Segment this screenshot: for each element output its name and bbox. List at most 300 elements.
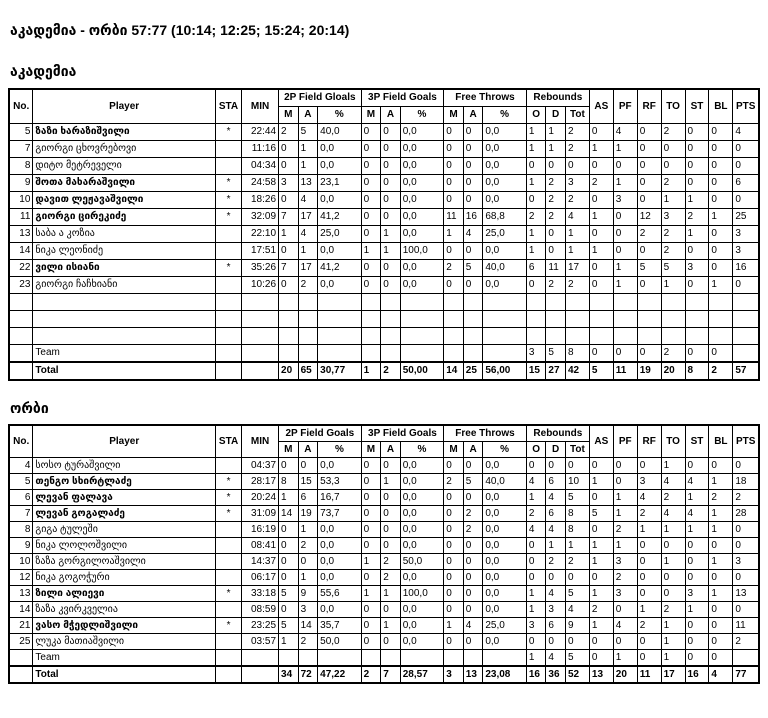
empty-cell <box>381 311 401 328</box>
cell-2p-m: 5 <box>279 618 299 634</box>
cell-reb-d: 0 <box>546 458 566 474</box>
cell-reb-o: 1 <box>526 141 546 158</box>
cell-3p-a: 0 <box>381 506 401 522</box>
player-number: 6 <box>9 490 33 506</box>
cell-as: 5 <box>589 506 613 522</box>
cell-reb-d: 36 <box>546 666 566 683</box>
cell-to: 4 <box>661 506 685 522</box>
header-st: ST <box>685 89 709 124</box>
cell-as: 1 <box>589 209 613 226</box>
player-starter-mark: * <box>216 474 242 490</box>
cell-reb-tot: 0 <box>565 458 589 474</box>
cell-2p-a: 17 <box>298 209 318 226</box>
cell-2p-a: 5 <box>298 124 318 141</box>
player-starter-mark <box>215 277 241 294</box>
cell-st: 0 <box>685 243 709 260</box>
empty-cell <box>526 294 546 311</box>
cell-ft-m: 0 <box>444 522 464 538</box>
cell-ft-a: 4 <box>463 226 483 243</box>
cell-3p-a: 0 <box>381 209 401 226</box>
cell-2p-a: 13 <box>298 175 318 192</box>
player-number: 10 <box>9 192 33 209</box>
cell-2p-m: 5 <box>279 586 299 602</box>
cell-reb-tot: 8 <box>565 345 589 363</box>
cell-pts: 2 <box>733 634 759 650</box>
cell-st: 0 <box>685 554 709 570</box>
subheader-reb-o: O <box>526 107 546 124</box>
cell-ft-a: 5 <box>463 260 483 277</box>
cell-3p-pct: 50,0 <box>400 554 443 570</box>
player-number: 5 <box>9 124 33 141</box>
cell-ft-m: 0 <box>444 175 464 192</box>
cell-to: 2 <box>661 175 685 192</box>
player-minutes: 28:17 <box>242 474 279 490</box>
cell-bl: 4 <box>709 666 733 683</box>
player-minutes: 17:51 <box>242 243 279 260</box>
player-name: ზაზა გორგილოაშვილი <box>33 554 216 570</box>
cell-3p-pct: 50,00 <box>400 362 443 380</box>
player-starter-mark <box>216 538 242 554</box>
team-label: Team <box>33 650 216 667</box>
total-label: Total <box>33 362 216 380</box>
cell-st: 0 <box>685 175 709 192</box>
cell-rf: 0 <box>637 192 661 209</box>
cell-pf: 0 <box>613 474 637 490</box>
header-row <box>9 425 759 442</box>
cell-st: 16 <box>685 666 709 683</box>
cell-pf: 4 <box>613 124 637 141</box>
cell-3p-m: 0 <box>361 474 381 490</box>
cell-ft-pct: 0,0 <box>483 554 526 570</box>
cell-2p-pct: 0,0 <box>318 602 361 618</box>
cell-bl: 0 <box>709 634 733 650</box>
cell-2p-m: 34 <box>279 666 299 683</box>
cell-pf: 1 <box>613 141 637 158</box>
cell-ft-pct: 0,0 <box>483 602 526 618</box>
cell-ft-a: 0 <box>463 141 483 158</box>
player-row <box>9 226 759 243</box>
player-row <box>9 141 759 158</box>
player-row <box>9 570 759 586</box>
team2-title: ორბი <box>10 400 49 416</box>
player-name: დიტო მეტრეველი <box>33 158 216 175</box>
cell-pts: 0 <box>733 277 759 294</box>
cell-2p-pct: 0,0 <box>318 277 361 294</box>
player-row <box>9 506 759 522</box>
cell-as: 0 <box>589 458 613 474</box>
cell-ft-pct: 0,0 <box>483 538 526 554</box>
empty-cell <box>215 294 241 311</box>
player-number: 13 <box>9 226 33 243</box>
cell-3p-m: 0 <box>361 618 381 634</box>
player-minutes: 14:37 <box>242 554 279 570</box>
cell-ft-m: 0 <box>444 243 464 260</box>
cell-reb-o: 0 <box>526 458 546 474</box>
cell-2p-a: 1 <box>298 158 318 175</box>
player-name: შოთა მახარაშვილი <box>33 175 216 192</box>
header-pts: PTS <box>733 89 759 124</box>
cell-rf: 5 <box>637 260 661 277</box>
header-rf: RF <box>637 89 661 124</box>
cell-pts: 2 <box>733 490 759 506</box>
player-row <box>9 277 759 294</box>
cell-reb-o: 0 <box>526 554 546 570</box>
cell-ft-m: 0 <box>444 586 464 602</box>
cell-2p-a: 0 <box>298 554 318 570</box>
cell-reb-d: 4 <box>546 586 566 602</box>
empty-cell <box>526 328 546 345</box>
cell-2p-a: 1 <box>298 141 318 158</box>
cell-pf: 1 <box>613 175 637 192</box>
cell-reb-d: 2 <box>546 175 566 192</box>
empty-cell <box>361 328 381 345</box>
cell-pts: 6 <box>733 175 759 192</box>
cell-2p-a: 9 <box>298 586 318 602</box>
cell-reb-d: 3 <box>546 602 566 618</box>
cell-to: 0 <box>661 538 685 554</box>
player-minutes: 22:10 <box>242 226 279 243</box>
empty-cell <box>733 311 759 328</box>
cell-st: 0 <box>685 277 709 294</box>
team-label: Team <box>33 345 216 363</box>
player-starter-mark <box>216 634 242 650</box>
player-minutes: 24:58 <box>242 175 279 192</box>
cell-reb-o: 2 <box>526 506 546 522</box>
subheader-2p-a: A <box>298 442 318 458</box>
empty-cell <box>9 328 33 345</box>
cell-st: 1 <box>685 522 709 538</box>
header-to: TO <box>661 89 685 124</box>
cell-as: 0 <box>589 345 613 363</box>
cell-bl: 0 <box>709 124 733 141</box>
cell-reb-o: 1 <box>526 226 546 243</box>
cell-2p-pct: 0,0 <box>318 141 361 158</box>
cell-ft-a: 16 <box>463 209 483 226</box>
player-name: ზაზი ხარაზიშვილი <box>33 124 216 141</box>
cell-2p-pct: 0,0 <box>318 158 361 175</box>
empty-cell <box>9 650 33 667</box>
player-name: საბა ა კოზია <box>33 226 216 243</box>
empty-cell <box>361 294 381 311</box>
cell-rf: 0 <box>637 538 661 554</box>
cell-3p-pct: 100,0 <box>400 243 443 260</box>
cell-bl: 1 <box>709 474 733 490</box>
total-row <box>9 666 759 683</box>
empty-cell <box>242 650 279 667</box>
cell-reb-d: 2 <box>546 277 566 294</box>
cell-as: 2 <box>589 175 613 192</box>
cell-pf: 0 <box>613 634 637 650</box>
empty-cell <box>685 328 709 345</box>
header-3p-field-goals: 3P Field Goals <box>361 425 444 442</box>
cell-3p-m: 0 <box>361 634 381 650</box>
cell-st: 0 <box>685 458 709 474</box>
cell-rf: 11 <box>637 666 661 683</box>
cell-ft-a: 0 <box>463 192 483 209</box>
subheader-2p-m: M <box>279 107 299 124</box>
cell-2p-m <box>279 650 299 667</box>
cell-ft-a: 0 <box>463 243 483 260</box>
cell-pf: 0 <box>613 602 637 618</box>
cell-3p-pct: 0,0 <box>400 538 443 554</box>
cell-2p-m: 0 <box>279 602 299 618</box>
team1-title: აკადემია <box>10 63 77 79</box>
cell-to: 2 <box>661 602 685 618</box>
empty-cell <box>215 311 241 328</box>
player-number: 14 <box>9 243 33 260</box>
cell-2p-a <box>298 345 318 363</box>
cell-2p-pct: 73,7 <box>318 506 361 522</box>
cell-ft-pct <box>483 650 526 667</box>
cell-3p-pct: 0,0 <box>400 192 443 209</box>
cell-3p-a: 0 <box>381 124 401 141</box>
cell-reb-tot: 2 <box>565 554 589 570</box>
cell-as: 0 <box>589 522 613 538</box>
cell-to: 5 <box>661 260 685 277</box>
header-free-throws: Free Throws <box>444 89 527 107</box>
cell-st: 3 <box>685 260 709 277</box>
cell-2p-a: 15 <box>298 474 318 490</box>
cell-as: 0 <box>589 634 613 650</box>
cell-reb-tot: 10 <box>565 474 589 490</box>
cell-to: 1 <box>661 192 685 209</box>
cell-2p-m: 14 <box>279 506 299 522</box>
cell-ft-pct: 0,0 <box>483 141 526 158</box>
cell-reb-tot: 2 <box>565 141 589 158</box>
cell-pf: 4 <box>613 618 637 634</box>
cell-2p-m: 3 <box>279 175 299 192</box>
header-min: MIN <box>242 89 279 124</box>
cell-as: 0 <box>589 124 613 141</box>
cell-pf: 2 <box>613 570 637 586</box>
cell-2p-pct <box>318 650 361 667</box>
cell-2p-pct: 35,7 <box>318 618 361 634</box>
cell-bl: 0 <box>709 243 733 260</box>
cell-bl: 0 <box>709 345 733 363</box>
cell-ft-a: 0 <box>463 458 483 474</box>
player-number: 8 <box>9 158 33 175</box>
cell-2p-m: 1 <box>279 490 299 506</box>
cell-pf: 3 <box>613 192 637 209</box>
cell-reb-o: 0 <box>526 192 546 209</box>
cell-2p-a: 6 <box>298 490 318 506</box>
cell-ft-a: 0 <box>463 586 483 602</box>
cell-pf: 0 <box>613 226 637 243</box>
cell-rf: 0 <box>637 458 661 474</box>
cell-2p-m <box>279 345 299 363</box>
player-name: ნიკა გოგოჭური <box>33 570 216 586</box>
cell-to: 3 <box>661 209 685 226</box>
cell-ft-pct: 0,0 <box>483 634 526 650</box>
cell-ft-m: 0 <box>444 458 464 474</box>
cell-2p-a: 1 <box>298 570 318 586</box>
player-row <box>9 158 759 175</box>
cell-3p-a: 0 <box>381 490 401 506</box>
cell-pf: 2 <box>613 522 637 538</box>
cell-reb-tot: 2 <box>565 124 589 141</box>
empty-cell <box>709 311 733 328</box>
cell-2p-a: 2 <box>298 634 318 650</box>
empty-cell <box>661 311 685 328</box>
cell-reb-d: 0 <box>546 158 566 175</box>
empty-cell <box>33 328 216 345</box>
cell-ft-pct: 0,0 <box>483 192 526 209</box>
cell-rf: 3 <box>637 474 661 490</box>
cell-3p-pct: 0,0 <box>400 158 443 175</box>
cell-rf: 2 <box>637 618 661 634</box>
cell-reb-o: 4 <box>526 474 546 490</box>
empty-cell <box>242 666 279 683</box>
cell-3p-a: 1 <box>381 226 401 243</box>
cell-to: 0 <box>661 570 685 586</box>
cell-3p-pct: 0,0 <box>400 522 443 538</box>
team-row <box>9 650 759 667</box>
empty-cell <box>589 328 613 345</box>
cell-2p-m: 0 <box>279 192 299 209</box>
cell-bl: 0 <box>709 458 733 474</box>
header-sta: STA <box>216 425 242 458</box>
cell-to: 4 <box>661 474 685 490</box>
cell-3p-pct: 0,0 <box>400 602 443 618</box>
cell-to: 20 <box>661 362 685 380</box>
header-player: Player <box>33 425 216 458</box>
cell-to: 1 <box>661 277 685 294</box>
player-name: ზაზა კვირკველია <box>33 602 216 618</box>
cell-st: 1 <box>685 602 709 618</box>
cell-3p-m: 0 <box>361 192 381 209</box>
cell-3p-m <box>361 345 381 363</box>
player-name: ლუკა მათიაშვილი <box>33 634 216 650</box>
empty-cell <box>637 311 661 328</box>
player-number: 9 <box>9 175 33 192</box>
cell-reb-o: 4 <box>526 522 546 538</box>
subheader-3p-m: M <box>361 442 381 458</box>
cell-3p-m: 0 <box>361 602 381 618</box>
cell-reb-d: 1 <box>546 124 566 141</box>
cell-ft-m: 0 <box>444 554 464 570</box>
player-number: 5 <box>9 474 33 490</box>
player-name: სოსო ტურაშვილი <box>33 458 216 474</box>
empty-cell <box>483 311 526 328</box>
player-row <box>9 490 759 506</box>
cell-3p-a: 0 <box>381 158 401 175</box>
player-starter-mark: * <box>215 175 241 192</box>
cell-as: 13 <box>589 666 613 683</box>
cell-2p-pct: 0,0 <box>318 458 361 474</box>
player-row <box>9 586 759 602</box>
cell-ft-m: 0 <box>444 538 464 554</box>
cell-rf: 0 <box>637 175 661 192</box>
cell-2p-m: 20 <box>279 362 299 380</box>
cell-2p-m: 1 <box>279 226 299 243</box>
cell-reb-o: 3 <box>526 345 546 363</box>
cell-pf: 20 <box>613 666 637 683</box>
cell-pf: 1 <box>613 277 637 294</box>
cell-2p-a: 4 <box>298 226 318 243</box>
player-minutes: 31:09 <box>242 506 279 522</box>
empty-cell <box>444 311 464 328</box>
subheader-reb-o: O <box>526 442 546 458</box>
player-row <box>9 618 759 634</box>
cell-bl: 0 <box>709 570 733 586</box>
player-number: 13 <box>9 586 33 602</box>
cell-as: 1 <box>589 618 613 634</box>
cell-pts: 3 <box>733 554 759 570</box>
cell-st: 8 <box>685 362 709 380</box>
cell-ft-m: 1 <box>444 226 464 243</box>
subheader-ft-m: M <box>444 442 464 458</box>
player-number: 21 <box>9 618 33 634</box>
cell-3p-a: 0 <box>381 192 401 209</box>
cell-3p-m: 0 <box>361 209 381 226</box>
cell-ft-a: 0 <box>463 158 483 175</box>
cell-pf: 1 <box>613 538 637 554</box>
cell-ft-pct: 0,0 <box>483 458 526 474</box>
player-name: თენგო სხირტლაძე <box>33 474 216 490</box>
cell-3p-a: 2 <box>381 570 401 586</box>
cell-reb-tot: 2 <box>565 192 589 209</box>
cell-rf: 0 <box>637 141 661 158</box>
empty-cell <box>9 311 33 328</box>
cell-bl: 1 <box>709 277 733 294</box>
cell-2p-a: 72 <box>298 666 318 683</box>
empty-cell <box>637 294 661 311</box>
cell-reb-d: 0 <box>546 226 566 243</box>
cell-as: 0 <box>589 277 613 294</box>
cell-pf: 0 <box>613 243 637 260</box>
cell-ft-pct: 0,0 <box>483 124 526 141</box>
cell-reb-o: 0 <box>526 538 546 554</box>
cell-bl: 0 <box>709 226 733 243</box>
cell-to: 1 <box>661 650 685 667</box>
empty-cell <box>33 311 216 328</box>
player-starter-mark: * <box>215 124 241 141</box>
cell-3p-m: 0 <box>361 260 381 277</box>
subheader-3p-a: A <box>381 107 401 124</box>
cell-pts: 0 <box>733 570 759 586</box>
cell-to: 1 <box>661 458 685 474</box>
player-row <box>9 209 759 226</box>
player-number: 14 <box>9 602 33 618</box>
cell-pf: 0 <box>613 158 637 175</box>
player-row <box>9 634 759 650</box>
cell-ft-pct: 0,0 <box>483 522 526 538</box>
player-minutes: 32:09 <box>242 209 279 226</box>
cell-rf: 0 <box>637 158 661 175</box>
cell-st: 0 <box>685 345 709 363</box>
cell-2p-a: 3 <box>298 602 318 618</box>
cell-to: 1 <box>661 634 685 650</box>
player-starter-mark: * <box>216 618 242 634</box>
cell-rf: 0 <box>637 554 661 570</box>
cell-bl: 2 <box>709 362 733 380</box>
empty-cell <box>9 294 33 311</box>
cell-3p-a <box>381 650 401 667</box>
cell-bl: 0 <box>709 618 733 634</box>
cell-to: 17 <box>661 666 685 683</box>
cell-rf: 0 <box>637 243 661 260</box>
cell-rf: 1 <box>637 602 661 618</box>
player-number: 23 <box>9 277 33 294</box>
cell-2p-a: 65 <box>298 362 318 380</box>
cell-to: 2 <box>661 345 685 363</box>
cell-reb-o: 1 <box>526 175 546 192</box>
cell-ft-a: 0 <box>463 124 483 141</box>
cell-3p-a: 0 <box>381 538 401 554</box>
player-minutes: 11:16 <box>242 141 279 158</box>
cell-ft-m: 0 <box>444 158 464 175</box>
subheader-2p-pct: % <box>318 442 361 458</box>
